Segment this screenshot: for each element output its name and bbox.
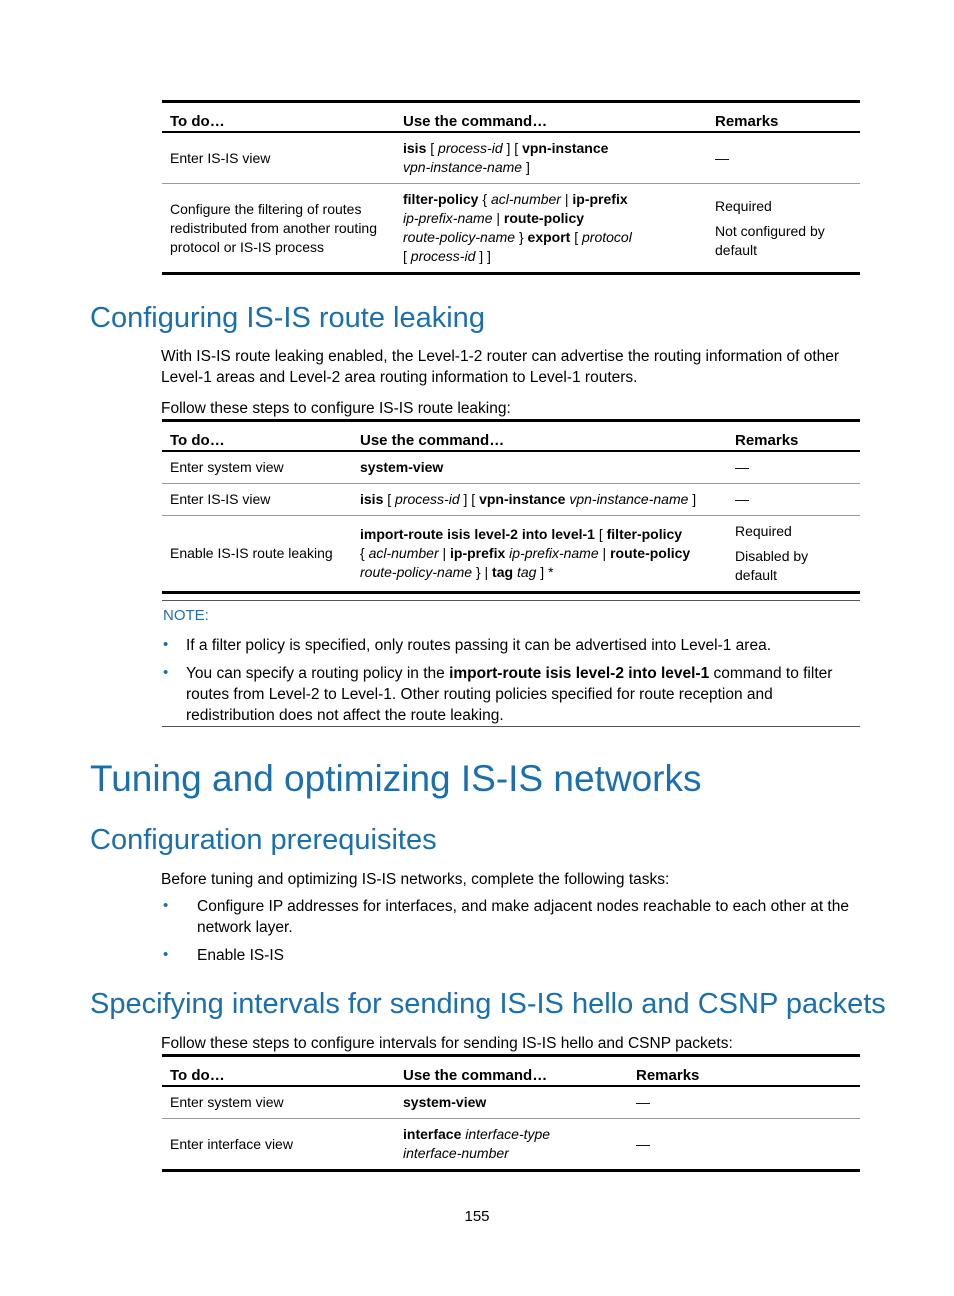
note-item-filter-policy: If a filter policy is specified, only routes passing it can be advertised into Level-1 area. <box>186 637 772 654</box>
intervals-table <box>162 1054 860 1172</box>
note-command: import-route isis level-2 into level-1 <box>449 665 710 682</box>
note-text: command to filter routes from Level-2 to Level-1. Other routing policies specified for route reception and redistribution does not affect the route leaking. <box>186 665 833 724</box>
note-item-routing-policy <box>186 663 858 726</box>
remarks-line: Not configured by default <box>715 222 825 258</box>
remarks-line: Required <box>735 523 792 539</box>
section-title-prerequisites: Configuration prerequisites <box>90 824 437 856</box>
column-header-todo: To do… <box>162 102 395 133</box>
table-row <box>162 1086 860 1119</box>
command-cell: import-route isis level-2 into level-1 [ filter-policy { acl-number | ip-prefix ip-prefix-name | route-policy route-policy-name } | tag tag ] * <box>352 516 727 593</box>
note-text: You can specify a routing policy in the <box>186 665 450 682</box>
remarks-cell: — <box>707 132 860 184</box>
command-cell: interface interface-type interface-number <box>395 1119 628 1171</box>
command-cell: system-view <box>395 1086 628 1119</box>
column-header-todo: To do… <box>162 1056 395 1087</box>
remarks-line: Disabled by default <box>735 548 809 583</box>
todo-cell: Enable IS-IS route leaking <box>162 516 352 593</box>
remarks-cell <box>727 516 860 593</box>
bullet-icon: • <box>163 946 169 963</box>
todo-cell: Enter system view <box>162 451 352 484</box>
remarks-cell: — <box>628 1086 860 1119</box>
todo-cell: Enter IS-IS view <box>162 132 395 184</box>
chapter-title: Tuning and optimizing IS-IS networks <box>90 758 702 799</box>
command-cell: isis [ process-id ] [ vpn-instance vpn-instance-name ] <box>395 132 707 184</box>
route-leaking-intro: With IS-IS route leaking enabled, the Level-1-2 router can advertise the routing information of other Level-1 areas and Level-2 area routing information to Level-1 routers. <box>161 348 840 386</box>
table-row <box>162 132 860 184</box>
bullet-icon: • <box>163 897 169 914</box>
route-leaking-table <box>162 419 860 594</box>
intervals-steps: Follow these steps to configure intervals for sending IS-IS hello and CSNP packets: <box>161 1035 733 1052</box>
todo-cell: Enter IS-IS view <box>162 484 352 516</box>
command-cell: isis [ process-id ] [ vpn-instance vpn-instance-name ] <box>352 484 727 516</box>
column-header-command: Use the command… <box>395 102 707 133</box>
prerequisite-item: Configure IP addresses for interfaces, and make adjacent nodes reachable to each other at the network layer. <box>197 898 849 936</box>
note-label: NOTE: <box>163 607 209 624</box>
bullet-icon: • <box>163 664 169 681</box>
section-title-intervals: Specifying intervals for sending IS-IS hello and CSNP packets <box>90 988 886 1020</box>
table-row <box>162 184 860 274</box>
todo-cell: Configure the filtering of routes redistributed from another routing protocol or IS-IS process <box>162 184 395 274</box>
table-row <box>162 516 860 593</box>
route-leaking-steps: Follow these steps to configure IS-IS route leaking: <box>161 400 511 417</box>
column-header-todo: To do… <box>162 421 352 452</box>
note-bottom-rule <box>162 726 860 727</box>
column-header-command: Use the command… <box>352 421 727 452</box>
remarks-cell <box>707 184 860 274</box>
prerequisites-intro: Before tuning and optimizing IS-IS networks, complete the following tasks: <box>161 871 670 888</box>
page-number: 155 <box>464 1208 490 1225</box>
prerequisite-item: Enable IS-IS <box>197 947 285 964</box>
table-row <box>162 451 860 484</box>
column-header-remarks: Remarks <box>707 102 860 133</box>
todo-cell: Enter system view <box>162 1086 395 1119</box>
table-row <box>162 1119 860 1171</box>
table-row <box>162 484 860 516</box>
note-top-rule <box>162 600 860 601</box>
column-header-remarks: Remarks <box>628 1056 860 1087</box>
column-header-command: Use the command… <box>395 1056 628 1087</box>
remarks-cell: — <box>727 451 860 484</box>
remarks-cell: — <box>727 484 860 516</box>
command-cell: system-view <box>352 451 727 484</box>
remarks-line: Required <box>715 197 772 214</box>
bullet-icon: • <box>163 636 169 653</box>
remarks-cell: — <box>628 1119 860 1171</box>
command-cell: filter-policy { acl-number | ip-prefix ip-prefix-name | route-policy route-policy-name } export [ protocol [ process-id ] ] <box>395 184 707 274</box>
todo-cell: Enter interface view <box>162 1119 395 1171</box>
filter-policy-table <box>162 100 860 275</box>
section-title-route-leaking: Configuring IS-IS route leaking <box>90 302 485 334</box>
column-header-remarks: Remarks <box>727 421 860 452</box>
